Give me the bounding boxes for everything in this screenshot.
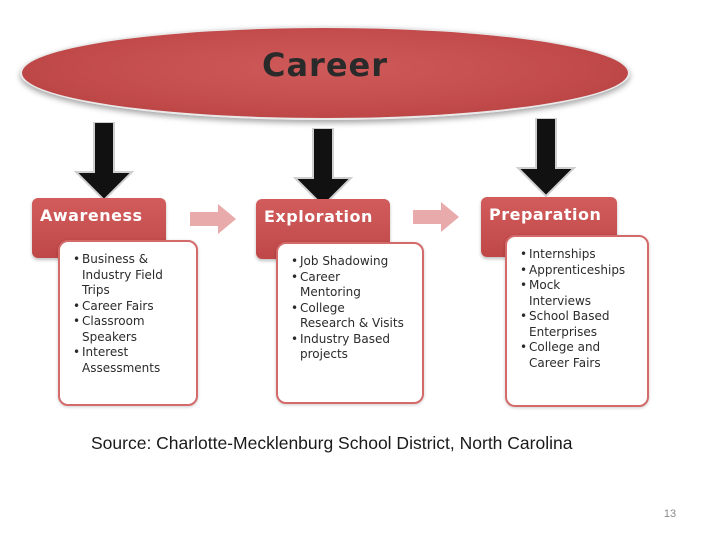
list-item: • Interest Assessments: [82, 345, 190, 376]
down-arrow-icon: [293, 128, 353, 208]
list-item: • College and Career Fairs: [529, 340, 641, 371]
list-item: • Mock Interviews: [529, 278, 641, 309]
list-item: • Internships: [529, 247, 641, 263]
down-arrow-icon: [74, 122, 134, 202]
right-arrow-icon: [413, 202, 459, 232]
list-item: • Career Fairs: [82, 299, 190, 315]
list-item: • Classroom Speakers: [82, 314, 190, 345]
list-item: • Apprenticeships: [529, 263, 641, 279]
right-arrow-icon: [190, 204, 236, 234]
stage-label: Preparation: [489, 205, 602, 224]
stage-label: Exploration: [264, 207, 373, 226]
stage-box-awareness: [58, 240, 198, 406]
stage-box-preparation: [505, 235, 649, 407]
list-item: • School Based Enterprises: [529, 309, 641, 340]
stage-label: Awareness: [40, 206, 143, 225]
down-arrow-icon: [516, 118, 576, 198]
list-item: • Career Mentoring: [300, 270, 416, 301]
source-caption: Source: Charlotte-Mecklenburg School District, North Carolina: [91, 433, 573, 453]
list-item: • Job Shadowing: [300, 254, 416, 270]
list-item: • Industry Based projects: [300, 332, 416, 363]
page-number: 13: [663, 508, 677, 520]
stage-box-exploration: [276, 242, 424, 404]
list-item: • Business & Industry Field Trips: [82, 252, 190, 299]
list-item: • College Research & Visits: [300, 301, 416, 332]
diagram-title: Career: [261, 46, 389, 84]
